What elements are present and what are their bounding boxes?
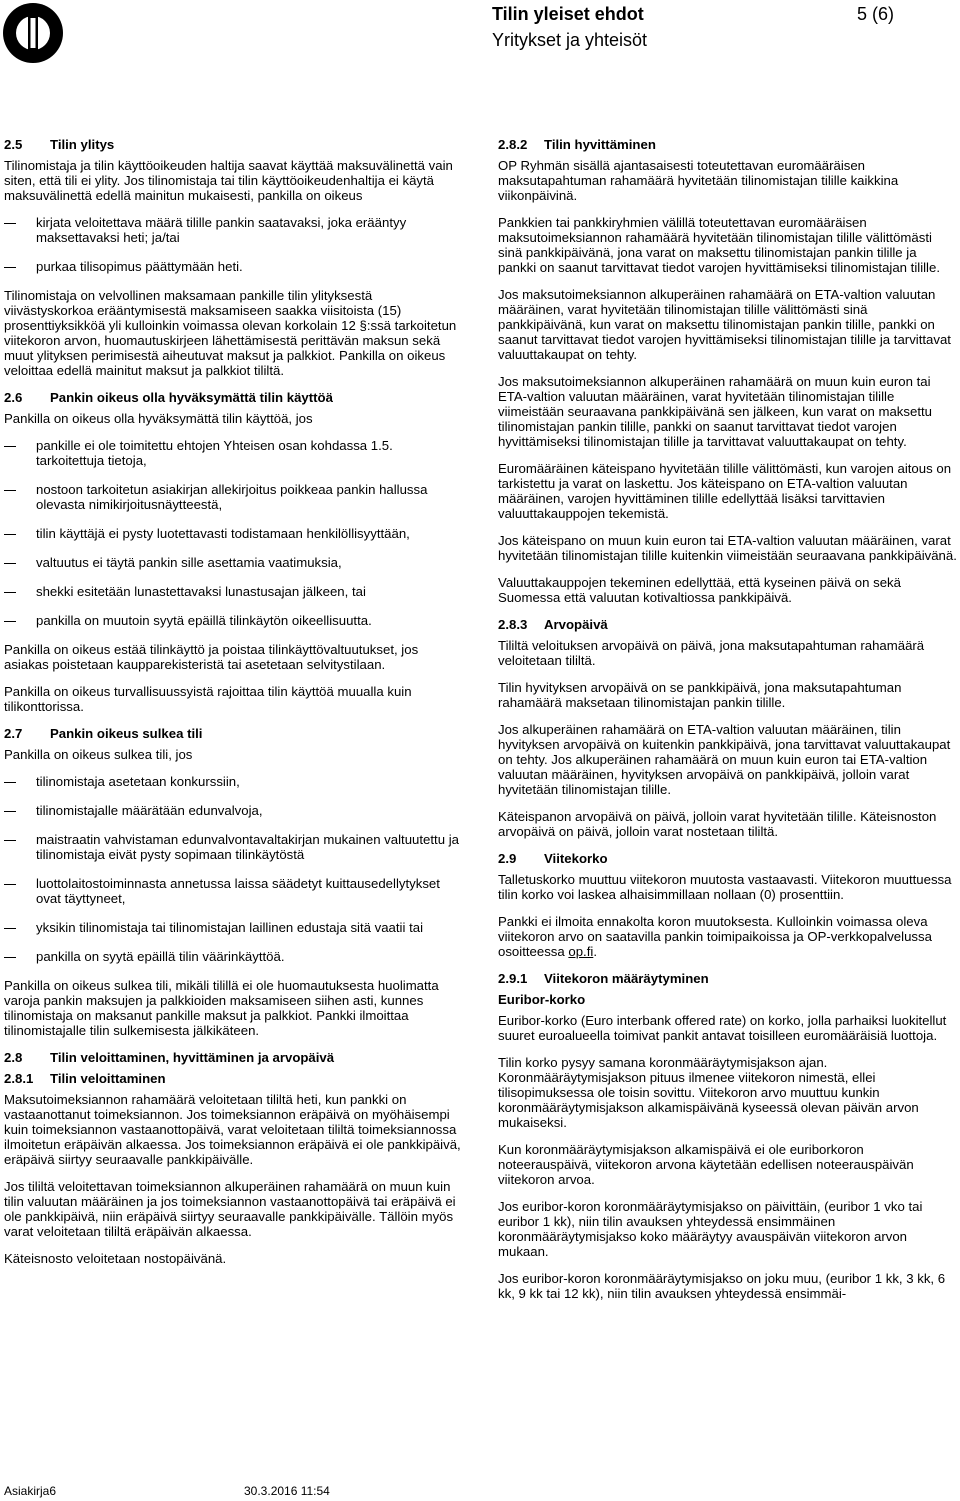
list-item: pankilla on syytä epäillä tilin väärinkäyttöä. <box>4 949 462 964</box>
paragraph: OP Ryhmän sisällä ajantasaisesti toteutettavan euromääräisen maksutapahtuman rahamäärä hyvitetään tilinomistajan tilille kaikkina viikonpäivinä. <box>498 158 899 203</box>
list-item: purkaa tilisopimus päättymään heti. <box>4 259 462 274</box>
op-fi-link[interactable]: op.fi <box>568 944 594 959</box>
paragraph: Tilin korko pysyy samana koronmääräytymisjakson ajan. Koronmääräytymisjakson pituus ilmenee viitekoron nimestä, ellei tilisopimuksessa ole toisin sovittu. Viitekoron arvo muuttuu kunkin koronmääräytymisjakson alkamispäivänä kyseessä olevan päivän arvon mukaiseksi. <box>498 1055 919 1130</box>
section-heading: 2.5 Tilin ylitys <box>4 137 115 152</box>
list-item: maistraatin vahvistaman edunvalvontavaltakirjan mukainen valtuutettu ja tilinomistaja eivät pysty sopimaan tilinkäytöstä <box>4 832 462 862</box>
paragraph: Pankilla on oikeus sulkea tili, mikäli tilillä ei ole huomautuksesta huolimatta varoja pankin maksujen ja palkkioiden maksamiseen siihen asti, kunnes tilinomistaja on maksanut pankille maksut ja palkkiot. Pankki ilmoittaa tilinomistajalle tilin sulkemisesta jälkikäteen. <box>4 978 439 1038</box>
paragraph: Jos euribor-koron koronmääräytymisjakso on päivittäin, (euribor 1 vko tai euribor 1 kk), niin tilin avauksen yhteydessä ensimmäinen koronmääräytymisjakso koko määräytyy avauspäivän viitekoron arvon mukaan. <box>498 1199 923 1259</box>
paragraph: Pankilla on oikeus olla hyväksymättä tilin käyttöä, jos <box>4 411 313 426</box>
paragraph: Pankki ei ilmoita ennakolta koron muutoksesta. Kulloinkin voimassa oleva viitekoron arvo on saatavilla pankin toimipaikoissa ja OP-verkkopalvelussa osoitteessa op.fi. <box>498 914 932 959</box>
paragraph: Euromääräinen käteispano hyvitetään tilille välittömästi, kun varojen aitous on tarkistettu ja varat on laskettu. Jos käteispano on ETA-valtion valuutan määräinen, varojen hyvittäminen tilille edellyttää lisäksi tarvittavien valuuttakauppojen tekemistä. <box>498 461 952 521</box>
subsection-heading: 2.9.1 Viitekoron määräytyminen <box>498 971 709 986</box>
paragraph: Pankilla on oikeus turvallisuussyistä rajoittaa tilin käyttöä muualla kuin tilikonttorissa. <box>4 684 412 714</box>
list-item: tilin käyttäjä ei pysty luotettavasti todistamaan henkilöllisyyttään, <box>4 526 462 541</box>
list-item: valtuutus ei täytä pankin sille asettamia vaatimuksia, <box>4 555 462 570</box>
paragraph: Jos maksutoimeksiannon alkuperäinen rahamäärä on muun kuin euron tai ETA-valtion valuutan määräinen, varat hyvitetään tilinomistajan tilille viimeistään seuraavana pankkipäivänä sen jälkeen, kun varat on maksettu tilinomistajan pankin tilille, pankki on saanut tarvittavat tiedot varojen hyvittämiseksi tilinomistajan tilille ja tarvittavat valuuttakaupat on tehty. <box>498 374 932 449</box>
document-header <box>492 4 894 25</box>
paragraph: Tilinomistaja on velvollinen maksamaan pankille tilin ylityksestä viivästyskorkoa erääntymisestä maksamiseen saakka viisitoista (15) prosenttiyksikköä yli kulloinkin voimassa olevan korkolain 12 §:ssä tarkoitetun viitekoron arvon, huomautuskirjeen lähettämisestä perittävän maksun sekä muut ylityksen perimisestä aiheutuvat maksut ja palkkiot. Pankilla on oikeus veloittaa edellä mainitut maksut ja palkkiot tililtä. <box>4 288 457 378</box>
paragraph: Jos käteispano on muun kuin euron tai ETA-valtion valuutan määräinen, varat hyvitetään tilinomistajan tilille kuitenkin viimeistään seuraavana pankkipäivänä. <box>498 533 957 563</box>
list-item: luottolaitostoiminnasta annetussa laissa säädetyt kuittausedellytykset ovat täyttyneet, <box>4 876 462 906</box>
euribor-heading: Euribor-korko <box>498 992 586 1007</box>
paragraph: Käteisnosto veloitetaan nostopäivänä. <box>4 1251 227 1266</box>
paragraph: Valuuttakauppojen tekeminen edellyttää, että kyseinen päivä on sekä Suomessa että valuutan kotivaltiossa pankkipäivä. <box>498 575 901 605</box>
paragraph: Tilinomistaja ja tilin käyttöoikeuden haltija saavat käyttää maksuvälinettä vain siten, että tili ei ylity. Jos tilinomistaja tai tilin käyttöoikeudenhaltija ei käytä maksuvälinettä edellä mainitun mukaisesti, pankilla on oikeus <box>4 158 453 203</box>
left-column <box>4 137 462 1278</box>
page-number: 5 (6) <box>856 4 894 24</box>
paragraph: Pankilla on oikeus sulkea tili, jos <box>4 747 193 762</box>
right-column <box>498 137 958 1313</box>
section-heading: 2.9 Viitekorko <box>498 851 608 866</box>
paragraph: Pankkien tai pankkiryhmien välillä toteutettavan euromääräisen maksutoimeksiannon rahamäärä hyvitetään tilinomistajan tilille välittömästi sinä pankkipäivänä, jona varat on maksettu tilinomistajan pankin tilille ja pankki on saanut tarvittavat tiedot varojen hyvittämiseksi tilinomistajan tilille. <box>498 215 940 275</box>
section-heading: 2.6 Pankin oikeus olla hyväksymättä tilin käyttöä <box>4 390 333 405</box>
list-item: shekki esitetään lunastettavaksi lunastusajan jälkeen, tai <box>4 584 462 599</box>
paragraph: Tililtä veloituksen arvopäivä on päivä, jona maksutapahtuman rahamäärä veloitetaan tililtä. <box>498 638 925 668</box>
footer-document-name: Asiakirja6 <box>4 1484 57 1498</box>
list-item: tilinomistaja asetetaan konkurssiin, <box>4 774 462 789</box>
list-item: tilinomistajalle määrätään edunvalvoja, <box>4 803 462 818</box>
list-item: kirjata veloitettava määrä tilille pankin saatavaksi, joka erääntyy maksettavaksi heti; ja/tai <box>4 215 462 245</box>
paragraph: Käteispanon arvopäivä on päivä, jolloin varat hyvitetään tilille. Käteisnoston arvopäivä on päivä, jolloin varat nostetaan tililtä. <box>498 809 937 839</box>
subsection-heading: 2.8.1 Tilin veloittaminen <box>4 1071 166 1086</box>
document-subtitle: Yritykset ja yhteisöt <box>492 30 648 50</box>
subsection-heading: 2.8.2 Tilin hyvittäminen <box>498 137 656 152</box>
paragraph: Pankilla on oikeus estää tilinkäyttö ja poistaa tilinkäyttövaltuutukset, jos asiakas poistetaan kaupparekisteristä tai asetetaan selvitystilaan. <box>4 642 419 672</box>
list-item: pankille ei ole toimitettu ehtojen Yhteisen osan kohdassa 1.5. tarkoitettuja tietoja, <box>4 438 462 468</box>
paragraph: Talletuskorko muuttuu viitekoron muutosta vastaavasti. Viitekoron muuttuessa tilin korko voi laskea alhaisimmillaan nollaan (0) prosenttiin. <box>498 872 952 902</box>
paragraph: Jos alkuperäinen rahamäärä on ETA-valtion valuutan määräinen, tilin hyvityksen arvopäivä on kuitenkin pankkipäivä, jona tarvittavat valuuttakaupat on tehty. Jos alkuperäinen rahamäärä on muun kuin euron tai ETA-valtion valuutan määräinen, hyvityksen arvopäivä on pankkipäivä, jolloin varat hyvitetään tilinomistajan tilille. <box>498 722 951 797</box>
section-heading: 2.7 Pankin oikeus sulkea tili <box>4 726 203 741</box>
paragraph: Jos euribor-koron koronmääräytymisjakso on joku muu, (euribor 1 kk, 3 kk, 6 kk, 9 kk tai 12 kk), niin tilin avauksen yhteydessä ensimmäi- <box>498 1271 946 1301</box>
list-item: pankilla on muutoin syytä epäillä tilinkäytön oikeellisuutta. <box>4 613 462 628</box>
subsection-heading: 2.8.3 Arvopäivä <box>498 617 608 632</box>
list-item: yksikin tilinomistaja tai tilinomistajan laillinen edustaja sitä vaatii tai <box>4 920 462 935</box>
paragraph: Tilin hyvityksen arvopäivä on se pankkipäivä, jona maksutapahtuman rahamäärä maksetaan tilinomistajan pankin tilille. <box>498 680 902 710</box>
paragraph: Kun koronmääräytymisjakson alkamispäivä ei ole euriborkoron noteerauspäivä, viitekoron arvona käytetään edellisen noteerauspäivän viitekoron arvoa. <box>498 1142 914 1187</box>
section-heading: 2.8 Tilin veloittaminen, hyvittäminen ja arvopäivä <box>4 1050 335 1065</box>
document-title: Tilin yleiset ehdot <box>492 4 644 24</box>
paragraph: Jos tililtä veloitettavan toimeksiannon alkuperäinen rahamäärä on muun kuin tilin valuutan määräinen ja jos toimeksiannon vastaanottopäivä tai eräpäivä ei ole pankkipäivä, niin eräpäivä siirtyy seuraavalle pankkipäivälle. Tällöin myös varat veloitetaan tililtä eräpäivän alkaessa. <box>4 1179 456 1239</box>
paragraph: Euribor-korko (Euro interbank offered rate) on korko, jolla parhaiksi luokitellut suuret euroalueella toimivat pankit antavat toisilleen euromääräisiä luottoja. <box>498 1013 947 1043</box>
list-item: nostoon tarkoitetun asiakirjan allekirjoitus poikkeaa pankin hallussa olevasta nimikirjoitusnäytteestä, <box>4 482 462 512</box>
op-logo-icon <box>2 2 64 64</box>
paragraph: Jos maksutoimeksiannon alkuperäinen rahamäärä on ETA-valtion valuutan määräinen, varat hyvitetään tilinomistajan tilille välittömästi sinä pankkipäivänä, kun varat on maksettu tilinomistajan pankin tilille, pankki on saanut tarvittavat tiedot varojen hyvittämiseksi tilinomistajan tilille ja tarvittavat valuuttakaupat on tehty. <box>498 287 951 362</box>
paragraph: Maksutoimeksiannon rahamäärä veloitetaan tililtä heti, kun pankki on vastaanottanut toimeksiannon. Jos toimeksiannon eräpäivä on myöhäisempi kuin toimeksiannon vastaanottopäivä, varat veloitetaan tililtä toimeksiannossa ilmoitetun eräpäivän alkaessa. Jos toimeksiannon eräpäivä ei ole pankkipäivä, eräpäivä siirtyy seuraavalle pankkipäivälle. <box>4 1092 461 1167</box>
footer-timestamp: 30.3.2016 11:54 <box>244 1484 330 1498</box>
